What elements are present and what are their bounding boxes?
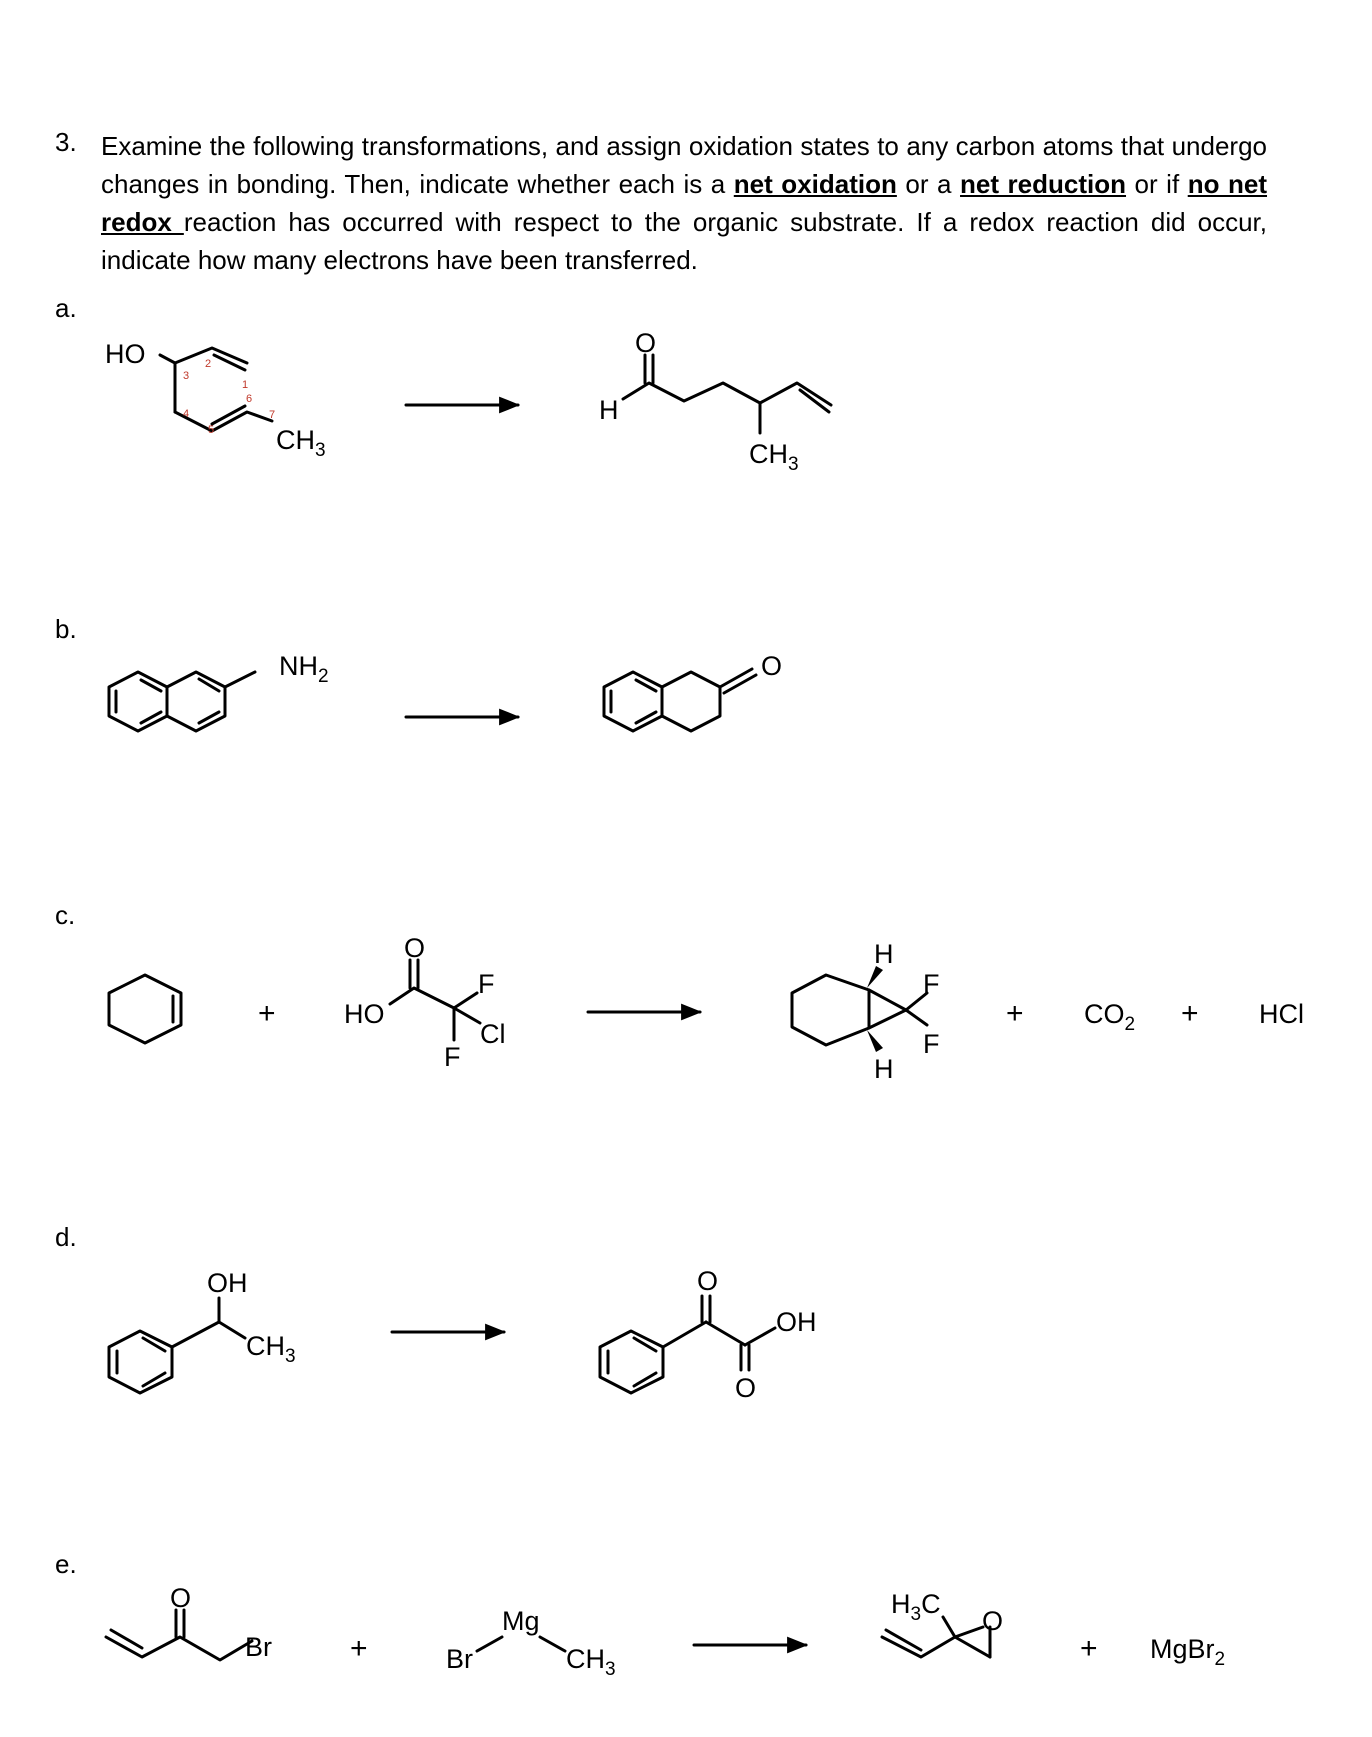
question-text-4: reaction has occurred with respect to the organic substrate. If a redox reaction did occur, indicate how many electrons have been transferred.: [101, 207, 1267, 275]
part-b-product: [604, 651, 782, 731]
part-c-co2-label: $CO_2$: [1084, 999, 1136, 1035]
term-net-reduction: net reduction: [960, 169, 1127, 199]
part-c-product-f-label-2: F: [923, 1029, 940, 1059]
part-c-plus-1: +: [258, 997, 276, 1030]
atom-number-6: 6: [246, 393, 253, 405]
part-e-plus-2: +: [1080, 1632, 1098, 1665]
part-e-plus-1: +: [350, 1632, 368, 1665]
part-c-plus-2: +: [1006, 997, 1024, 1030]
part-e-mg-label: Mg: [502, 1606, 540, 1636]
part-a-h-label: H: [599, 395, 619, 425]
part-e-ch3-label: $CH_3$: [566, 1644, 616, 1680]
part-d-oh-label: OH: [207, 1268, 248, 1298]
part-a-product: [599, 328, 831, 475]
part-d-product-oh-label: OH: [776, 1307, 817, 1337]
part-e-product: [882, 1589, 1003, 1657]
part-e-br-label: Br: [245, 1632, 272, 1662]
atom-number-4: 4: [183, 408, 190, 420]
part-a-product-ch3-label: $CH_3$: [749, 439, 799, 475]
part-c-product: [792, 939, 940, 1084]
question-text-2: or a: [896, 169, 961, 199]
question-text-1: Examine the following transformations, and assign oxidation states to any carbon atoms that undergo changes in bonding. Then, indicate whether each is a: [101, 131, 1267, 199]
part-c-ho-label: HO: [344, 999, 385, 1029]
part-d-label: d.: [55, 1222, 77, 1252]
part-e-label: e.: [55, 1549, 77, 1579]
part-c-label: c.: [55, 900, 76, 930]
part-e-mgbr2-label: MgBr$_2$: [1150, 1634, 1226, 1670]
part-e-o-label: O: [170, 1583, 192, 1613]
term-no-net-redox: no net redox: [101, 169, 1268, 237]
part-e-br-label-2: Br: [446, 1644, 473, 1674]
part-a-reactant: [105, 339, 326, 461]
part-c-cl-label: Cl: [480, 1019, 506, 1049]
atom-number-1: 1: [242, 379, 249, 391]
part-c-product-f-label-1: F: [923, 969, 940, 999]
part-b-reactant: [109, 651, 329, 731]
part-e-reactant: [106, 1583, 272, 1662]
part-d-ch3-label: $CH_3$: [246, 1331, 296, 1367]
part-c-plus-3: +: [1181, 997, 1199, 1030]
part-e-reagent: [446, 1606, 616, 1680]
part-d-product: [600, 1266, 817, 1403]
part-d-reactant: [109, 1268, 296, 1393]
question-number: 3.: [55, 127, 77, 157]
part-b-o-label: O: [761, 651, 783, 681]
part-b-nh2-label: $NH_2$: [279, 651, 329, 687]
part-a-label: a.: [55, 293, 77, 323]
part-e-product-o-label: O: [982, 1606, 1004, 1636]
part-a-o-label: O: [635, 328, 657, 358]
part-c-h-label-top: H: [874, 939, 894, 969]
question-text-3: or if: [1126, 169, 1188, 199]
part-b-label: b.: [55, 614, 77, 644]
part-c-o-label: O: [404, 933, 426, 963]
atom-number-3: 3: [183, 370, 190, 382]
part-d-product-o-label-1: O: [697, 1266, 719, 1296]
part-c-f-label-1: F: [478, 969, 495, 999]
atom-number-7: 7: [269, 409, 276, 421]
atom-number-2: 2: [205, 358, 212, 370]
part-d-product-o-label-2: O: [735, 1373, 757, 1403]
part-c-reagent: [344, 933, 506, 1072]
part-c-h-label-bottom: H: [874, 1054, 894, 1084]
atom-number-5: 5: [208, 424, 215, 436]
part-a-ho-label: HO: [105, 339, 146, 369]
part-a-ch3-label: $CH_3$: [276, 425, 326, 461]
part-c-f-label-2: F: [444, 1042, 461, 1072]
part-c-hcl-label: HCl: [1259, 999, 1304, 1029]
part-c-cyclohexene: [109, 975, 181, 1043]
term-net-oxidation: net oxidation: [733, 169, 897, 199]
part-e-h3c-label: $H_3C$: [891, 1589, 941, 1625]
